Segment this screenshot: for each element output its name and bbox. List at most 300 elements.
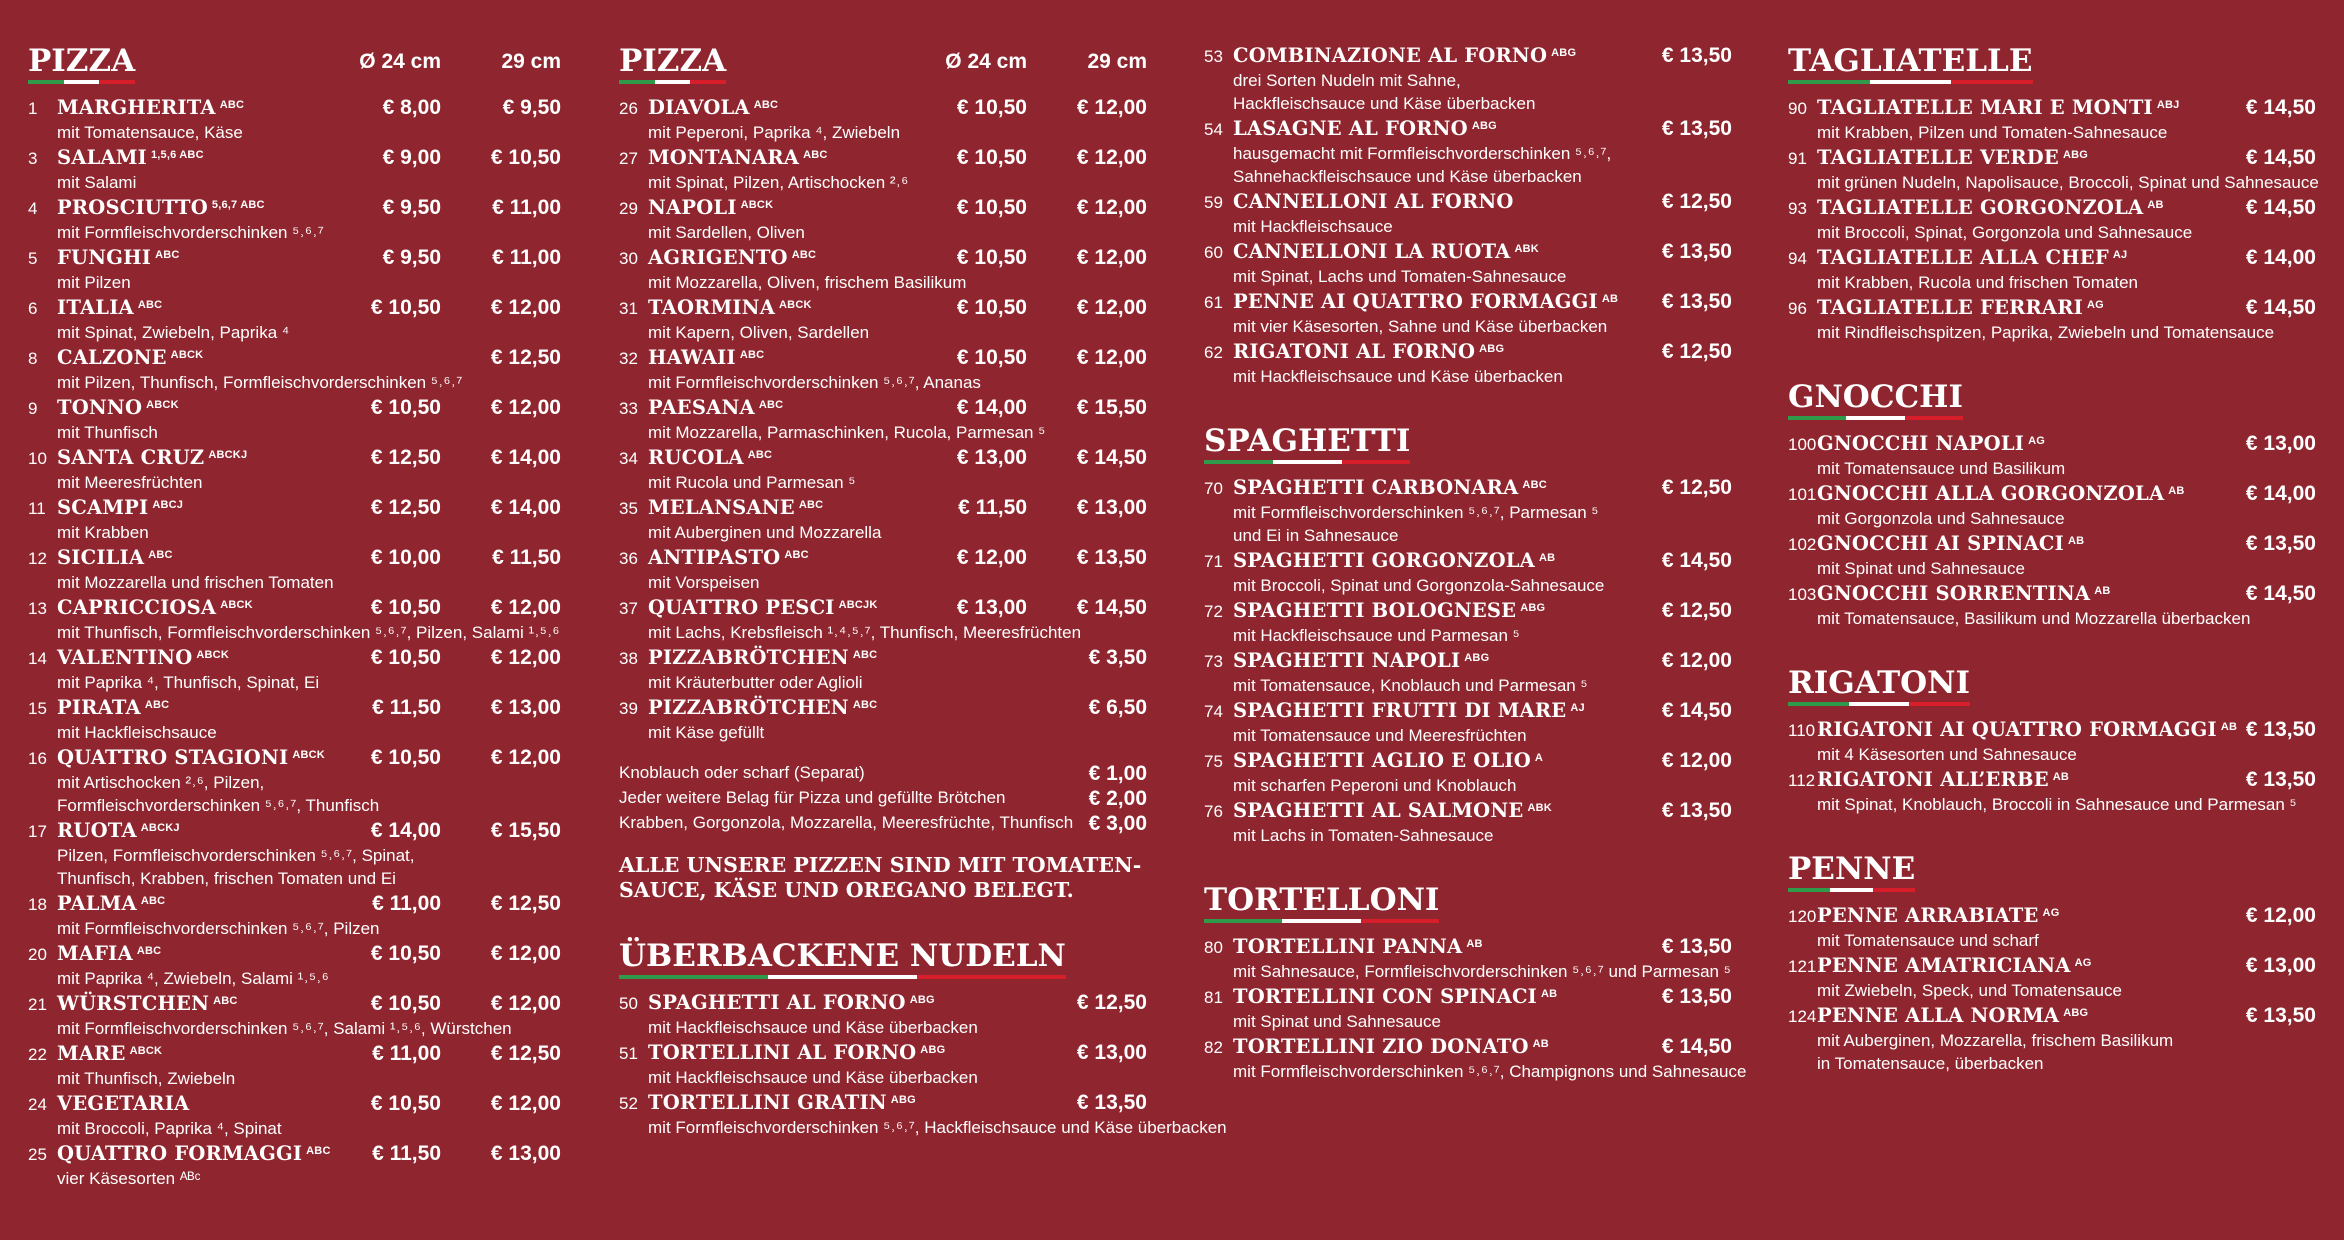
item-description bbox=[1233, 142, 1732, 188]
item-name-text: TAGLIATELLE ALLA CHEF bbox=[1817, 246, 2109, 269]
menu-item bbox=[28, 940, 561, 990]
price: € 13,00 bbox=[2245, 954, 2316, 977]
price: € 13,50 bbox=[1661, 240, 1732, 263]
menu-item-header bbox=[1204, 647, 1732, 674]
item-number: 14 bbox=[28, 649, 47, 668]
price-24cm: € 9,50 bbox=[382, 196, 441, 219]
menu-item-header bbox=[28, 394, 561, 421]
item-description bbox=[648, 371, 1147, 394]
description-line: mit Sahnesauce, Formfleischvorderschinken ⁵˒⁶˒⁷ und Parmesan ⁵ bbox=[1233, 962, 1731, 981]
item-name bbox=[648, 1039, 945, 1066]
item-name-text: QUATTRO FORMAGGI bbox=[57, 1142, 303, 1165]
item-name bbox=[57, 494, 183, 521]
description-line: mit Mozzarella und frischen Tomaten bbox=[57, 573, 334, 592]
price-24cm: € 12,50 bbox=[370, 446, 441, 469]
price-29cm: € 13,00 bbox=[1076, 496, 1147, 519]
price-24cm: € 9,00 bbox=[382, 146, 441, 169]
menu-item bbox=[28, 144, 561, 194]
price-24cm: € 11,00 bbox=[372, 892, 441, 915]
menu-item bbox=[619, 244, 1147, 294]
item-number: 11 bbox=[28, 499, 46, 518]
item-name-text: SICILIA bbox=[57, 546, 145, 569]
menu-column-pizza-1 bbox=[28, 42, 561, 1190]
price: € 14,00 bbox=[2245, 482, 2316, 505]
item-name-text: RUOTA bbox=[57, 819, 137, 842]
menu-item-header bbox=[28, 890, 561, 917]
menu-item bbox=[619, 989, 1147, 1039]
menu-item-header bbox=[1788, 530, 2316, 557]
item-name-text: QUATTRO PESCI bbox=[648, 596, 835, 619]
item-number: 30 bbox=[619, 249, 638, 268]
price: € 13,50 bbox=[2245, 718, 2316, 741]
item-description bbox=[1817, 1029, 2316, 1075]
price: € 12,50 bbox=[1661, 599, 1732, 622]
item-name-text: PIZZABRÖTCHEN bbox=[648, 696, 849, 719]
item-name-text: MARE bbox=[57, 1042, 126, 1065]
size-header-24cm: Ø 24 cm bbox=[359, 50, 441, 73]
allergen-codes: ABC bbox=[803, 149, 828, 161]
extra-label: Jeder weitere Belag für Pizza und gefüllte Brötchen bbox=[619, 788, 1006, 807]
menu-item-header bbox=[28, 940, 561, 967]
item-name-text: VALENTINO bbox=[57, 646, 193, 669]
item-name bbox=[648, 694, 877, 721]
menu-item bbox=[28, 294, 561, 344]
item-name bbox=[1817, 194, 2164, 221]
item-description bbox=[57, 321, 561, 344]
allergen-codes: ABJ bbox=[2156, 99, 2180, 111]
menu-item-header bbox=[1204, 188, 1732, 215]
item-number: 17 bbox=[28, 822, 47, 841]
price-29cm: € 6,50 bbox=[1088, 696, 1147, 719]
item-number: 90 bbox=[1788, 99, 1807, 118]
item-number: 60 bbox=[1204, 243, 1223, 262]
menu-item-header bbox=[1204, 115, 1732, 142]
item-description bbox=[648, 521, 1147, 544]
item-name bbox=[1233, 547, 1555, 574]
item-name-text: GNOCCHI ALLA GORGONZOLA bbox=[1817, 482, 2165, 505]
allergen-codes: AB bbox=[2052, 771, 2070, 783]
menu-item-header bbox=[28, 817, 561, 844]
allergen-codes: ABCK bbox=[292, 749, 325, 761]
menu-column-pasta bbox=[1204, 42, 1747, 1083]
menu-column-pasta-2 bbox=[1788, 42, 2319, 1075]
price-29cm: € 15,50 bbox=[490, 819, 561, 842]
description-line: mit Rindfleischspitzen, Paprika, Zwiebeln und Tomatensauce bbox=[1817, 323, 2275, 342]
description-line: in Tomatensauce, überbacken bbox=[1817, 1054, 2044, 1073]
menu-item-header bbox=[28, 444, 561, 471]
allergen-codes: AB bbox=[1532, 1038, 1549, 1050]
description-line: mit Hackfleischsauce und Käse überbacken bbox=[648, 1068, 978, 1087]
menu-item-header bbox=[619, 394, 1147, 421]
item-name-text: GNOCCHI SORRENTINA bbox=[1817, 582, 2091, 605]
item-description bbox=[1233, 69, 1732, 115]
item-description bbox=[648, 171, 1147, 194]
description-line: mit Tomatensauce und scharf bbox=[1817, 931, 2039, 950]
menu-item bbox=[28, 694, 561, 744]
item-name bbox=[1233, 42, 1576, 69]
item-name bbox=[1233, 115, 1497, 142]
description-line: mit Spinat, Knoblauch, Broccoli in Sahnesauce und Parmesan ⁵ bbox=[1817, 795, 2297, 814]
menu-item-header bbox=[28, 244, 561, 271]
allergen-codes: AJ bbox=[2112, 249, 2128, 261]
price-29cm: € 12,50 bbox=[490, 1042, 561, 1065]
item-number: 80 bbox=[1204, 938, 1223, 957]
description-line: mit Tomatensauce und Basilikum bbox=[1817, 459, 2066, 478]
price-29cm: € 11,50 bbox=[492, 546, 561, 569]
price-29cm: € 14,00 bbox=[490, 496, 561, 519]
item-name bbox=[648, 394, 783, 421]
item-name-text: PENNE ARRABIATE bbox=[1817, 904, 2039, 927]
menu-item-header bbox=[619, 694, 1147, 721]
price-24cm: € 10,50 bbox=[370, 296, 441, 319]
menu-item bbox=[28, 1040, 561, 1090]
item-number: 61 bbox=[1204, 293, 1223, 312]
menu-item bbox=[1204, 647, 1732, 697]
item-name bbox=[57, 94, 244, 121]
menu-item bbox=[1788, 766, 2316, 816]
item-description bbox=[648, 1116, 1227, 1139]
item-name bbox=[57, 394, 179, 421]
item-name-text: SPAGHETTI GORGONZOLA bbox=[1233, 549, 1536, 572]
price-24cm: € 10,50 bbox=[956, 296, 1027, 319]
price-29cm: € 15,50 bbox=[1076, 396, 1147, 419]
item-name bbox=[1233, 238, 1539, 265]
menu-item-header bbox=[619, 1039, 1147, 1066]
menu-item bbox=[1788, 902, 2316, 952]
price: € 12,50 bbox=[1076, 991, 1147, 1014]
menu-item-header bbox=[1788, 580, 2316, 607]
item-name-text: SPAGHETTI AGLIO E OLIO bbox=[1233, 749, 1531, 772]
item-description bbox=[1817, 979, 2316, 1002]
item-description bbox=[1233, 960, 1732, 983]
allergen-codes: ABK bbox=[1514, 243, 1539, 255]
description-line: mit Spinat, Lachs und Tomaten-Sahnesauce bbox=[1233, 267, 1567, 286]
item-name bbox=[648, 344, 764, 371]
item-name-text: SCAMPI bbox=[57, 496, 149, 519]
price: € 14,00 bbox=[2245, 246, 2316, 269]
item-description bbox=[648, 571, 1147, 594]
item-name-text: TONNO bbox=[57, 396, 143, 419]
menu-item-header bbox=[619, 644, 1147, 671]
item-name bbox=[648, 594, 878, 621]
description-line: mit Artischocken ²˒⁶, Pilzen, bbox=[57, 773, 265, 792]
item-number: 15 bbox=[28, 699, 47, 718]
price-29cm: € 11,00 bbox=[492, 196, 561, 219]
item-description bbox=[648, 621, 1147, 644]
price-24cm: € 10,50 bbox=[370, 396, 441, 419]
description-line: Hackfleischsauce und Käse überbacken bbox=[1233, 94, 1536, 113]
item-description bbox=[1817, 171, 2319, 194]
item-name-text: COMBINAZIONE AL FORNO bbox=[1233, 44, 1548, 67]
menu-item-header bbox=[1788, 766, 2316, 793]
item-name-text: PROSCIUTTO bbox=[57, 196, 208, 219]
description-line: mit Broccoli, Spinat und Gorgonzola-Sahnesauce bbox=[1233, 576, 1605, 595]
item-name bbox=[648, 144, 828, 171]
menu-item-header bbox=[619, 194, 1147, 221]
menu-item bbox=[28, 94, 561, 144]
item-name-text: RUCOLA bbox=[648, 446, 744, 469]
item-number: 32 bbox=[619, 349, 638, 368]
price-29cm: € 14,50 bbox=[1076, 446, 1147, 469]
menu-list bbox=[1204, 933, 1747, 1083]
item-number: 21 bbox=[28, 995, 47, 1014]
item-name bbox=[1817, 1002, 2088, 1029]
description-line: mit Broccoli, Paprika ⁴, Spinat bbox=[57, 1119, 282, 1138]
item-description bbox=[1233, 365, 1732, 388]
allergen-codes: ABC bbox=[791, 249, 817, 261]
section-title: PIZZA bbox=[619, 42, 726, 80]
menu-item-header bbox=[28, 990, 561, 1017]
item-number: 34 bbox=[619, 449, 638, 468]
item-description bbox=[1233, 724, 1732, 747]
price: € 13,50 bbox=[1661, 935, 1732, 958]
description-line: drei Sorten Nudeln mit Sahne, bbox=[1233, 71, 1461, 90]
item-description bbox=[1233, 215, 1732, 238]
item-name bbox=[1233, 338, 1504, 365]
description-line: Sahnehackfleischsauce und Käse überbacken bbox=[1233, 167, 1582, 186]
item-name bbox=[648, 194, 773, 221]
item-name bbox=[57, 694, 169, 721]
allergen-codes: AB bbox=[1601, 293, 1619, 305]
item-name bbox=[1817, 480, 2185, 507]
item-name-text: SPAGHETTI AL FORNO bbox=[648, 991, 906, 1014]
allergen-codes: ABC bbox=[213, 995, 238, 1007]
description-line: mit Pilzen bbox=[57, 273, 131, 292]
price-24cm: € 11,50 bbox=[372, 696, 441, 719]
item-name bbox=[57, 144, 204, 171]
item-name bbox=[57, 1090, 189, 1117]
menu-item bbox=[1204, 597, 1732, 647]
item-name-text: TAORMINA bbox=[648, 296, 776, 319]
item-number: 25 bbox=[28, 1145, 47, 1164]
menu-item bbox=[1788, 430, 2316, 480]
extra-price: € 2,00 bbox=[1088, 787, 1147, 810]
extra-row bbox=[619, 812, 1147, 837]
price-29cm: € 12,00 bbox=[490, 1092, 561, 1115]
item-number: 10 bbox=[28, 449, 47, 468]
description-line: Thunfisch, Krabben, frischen Tomaten und Ei bbox=[57, 869, 396, 888]
item-number: 91 bbox=[1788, 149, 1807, 168]
item-name-text: CANNELLONI LA RUOTA bbox=[1233, 240, 1511, 263]
menu-list bbox=[28, 94, 561, 1190]
menu-item bbox=[1204, 474, 1732, 547]
menu-item-header bbox=[619, 444, 1147, 471]
description-line: und Ei in Sahnesauce bbox=[1233, 526, 1399, 545]
item-name-text: SPAGHETTI NAPOLI bbox=[1233, 649, 1461, 672]
menu-item-header bbox=[28, 194, 561, 221]
item-number: 101 bbox=[1788, 485, 1817, 504]
menu-item bbox=[28, 444, 561, 494]
description-line: mit Formfleischvorderschinken ⁵˒⁶˒⁷, Champignons und Sahnesauce bbox=[1233, 1062, 1747, 1081]
item-name bbox=[1817, 716, 2237, 743]
item-description bbox=[57, 271, 561, 294]
allergen-codes: AB bbox=[1541, 988, 1558, 1000]
price-24cm: € 10,50 bbox=[370, 992, 441, 1015]
menu-item bbox=[28, 594, 561, 644]
item-number: 94 bbox=[1788, 249, 1807, 268]
description-line: mit Krabben bbox=[57, 523, 149, 542]
item-name-text: GNOCCHI AI SPINACI bbox=[1817, 532, 2064, 555]
item-number: 112 bbox=[1788, 771, 1816, 790]
menu-item bbox=[28, 744, 561, 817]
item-number: 82 bbox=[1204, 1038, 1223, 1057]
item-number: 62 bbox=[1204, 343, 1223, 362]
allergen-codes: ABC bbox=[136, 945, 162, 957]
menu-list bbox=[1788, 902, 2316, 1075]
item-name bbox=[1817, 902, 2059, 929]
description-line: mit Tomatensauce, Käse bbox=[57, 123, 243, 142]
item-description bbox=[57, 421, 561, 444]
italian-flag-underline bbox=[1788, 80, 2032, 84]
item-name-text: TORTELLINI GRATIN bbox=[648, 1091, 887, 1114]
item-name-text: PAESANA bbox=[648, 396, 755, 419]
italian-flag-underline bbox=[28, 80, 135, 84]
description-line: mit Formfleischvorderschinken ⁵˒⁶˒⁷ bbox=[57, 223, 324, 242]
item-number: 29 bbox=[619, 199, 638, 218]
item-number: 54 bbox=[1204, 120, 1223, 139]
menu-item bbox=[1204, 697, 1732, 747]
menu-item bbox=[619, 1039, 1147, 1089]
menu-item bbox=[1788, 952, 2316, 1002]
item-number: 4 bbox=[28, 199, 38, 218]
item-description bbox=[1233, 574, 1732, 597]
menu-item bbox=[1788, 530, 2316, 580]
item-name bbox=[1233, 983, 1557, 1010]
item-number: 73 bbox=[1204, 652, 1223, 671]
item-name-text: WÜRSTCHEN bbox=[57, 992, 210, 1015]
description-line: mit Peperoni, Paprika ⁴, Zwiebeln bbox=[648, 123, 901, 142]
allergen-codes: ABC bbox=[852, 699, 878, 711]
menu-item-header bbox=[1204, 547, 1732, 574]
price: € 13,00 bbox=[2245, 432, 2316, 455]
item-name bbox=[648, 94, 778, 121]
price-29cm: € 12,00 bbox=[1076, 96, 1147, 119]
menu-item-header bbox=[619, 1089, 1147, 1116]
menu-item-header bbox=[1204, 238, 1732, 265]
item-name-text: MARGHERITA bbox=[57, 96, 216, 119]
menu-item bbox=[28, 1090, 561, 1140]
item-number: 20 bbox=[28, 945, 47, 964]
description-line: mit Auberginen und Mozzarella bbox=[648, 523, 882, 542]
item-number: 96 bbox=[1788, 299, 1807, 318]
italian-flag-underline bbox=[619, 975, 1066, 979]
item-description bbox=[648, 271, 1147, 294]
item-number: 8 bbox=[28, 349, 38, 368]
section-title: RIGATONI bbox=[1788, 664, 1970, 702]
menu-item bbox=[619, 194, 1147, 244]
item-name bbox=[1233, 797, 1552, 824]
menu-item bbox=[1204, 933, 1732, 983]
menu-item-header bbox=[1788, 902, 2316, 929]
price: € 14,50 bbox=[1661, 1035, 1732, 1058]
item-description bbox=[57, 621, 561, 644]
item-description bbox=[1233, 501, 1732, 547]
menu-item-header bbox=[619, 494, 1147, 521]
item-number: 18 bbox=[28, 895, 47, 914]
italian-flag-underline bbox=[1788, 888, 1915, 892]
item-name bbox=[1817, 430, 2045, 457]
size-header-29cm: 29 cm bbox=[501, 50, 561, 73]
allergen-codes: ABC bbox=[155, 249, 180, 261]
item-name-text: RIGATONI ALL’ERBE bbox=[1817, 768, 2049, 791]
item-description bbox=[1817, 607, 2316, 630]
price: € 12,00 bbox=[1661, 649, 1732, 672]
price: € 14,50 bbox=[2245, 196, 2316, 219]
item-name-text: TORTELLINI CON SPINACI bbox=[1233, 985, 1537, 1008]
item-number: 3 bbox=[28, 149, 38, 168]
item-description bbox=[648, 721, 1147, 744]
item-description bbox=[57, 771, 561, 817]
price-24cm: € 10,50 bbox=[956, 96, 1027, 119]
item-description bbox=[1817, 557, 2316, 580]
italian-flag-underline bbox=[1204, 460, 1410, 464]
item-name bbox=[57, 890, 165, 917]
item-name-text: TAGLIATELLE GORGONZOLA bbox=[1817, 196, 2144, 219]
allergen-codes: ABC bbox=[148, 549, 173, 561]
price-24cm: € 14,00 bbox=[370, 819, 441, 842]
item-name-text: MELANSANE bbox=[648, 496, 795, 519]
price-29cm: € 12,00 bbox=[490, 942, 561, 965]
item-name-text: TORTELLINI PANNA bbox=[1233, 935, 1463, 958]
item-name bbox=[57, 544, 173, 571]
item-description bbox=[57, 221, 561, 244]
menu-item bbox=[619, 494, 1147, 544]
item-name-text: DIAVOLA bbox=[648, 96, 750, 119]
menu-item-header bbox=[28, 544, 561, 571]
price: € 12,50 bbox=[1661, 476, 1732, 499]
menu-item bbox=[28, 194, 561, 244]
item-name bbox=[648, 644, 877, 671]
menu-item-header bbox=[1204, 933, 1732, 960]
item-name bbox=[57, 744, 325, 771]
price: € 13,50 bbox=[1661, 799, 1732, 822]
allergen-codes: ABCJ bbox=[152, 499, 184, 511]
item-name-text: LASAGNE AL FORNO bbox=[1233, 117, 1468, 140]
description-line: mit Mozzarella, Parmaschinken, Rucola, Parmesan ⁵ bbox=[648, 423, 1046, 442]
item-name bbox=[1817, 244, 2127, 271]
description-line: mit Thunfisch bbox=[57, 423, 158, 442]
menu-item-header bbox=[1788, 144, 2316, 171]
menu-item bbox=[1204, 983, 1732, 1033]
allergen-codes: 5,6,7 ABC bbox=[211, 199, 265, 211]
price-29cm: € 12,00 bbox=[490, 992, 561, 1015]
menu-item bbox=[1788, 244, 2316, 294]
description-line: mit Hackfleischsauce und Käse überbacken bbox=[648, 1018, 978, 1037]
item-name-text: SANTA CRUZ bbox=[57, 446, 205, 469]
item-name-text: ITALIA bbox=[57, 296, 134, 319]
extra-row bbox=[619, 762, 1147, 787]
price-24cm: € 11,00 bbox=[372, 1042, 441, 1065]
item-number: 38 bbox=[619, 649, 638, 668]
menu-item bbox=[28, 1140, 561, 1190]
section-title: TORTELLONI bbox=[1204, 881, 1439, 919]
price: € 14,50 bbox=[2245, 296, 2316, 319]
menu-list bbox=[1788, 94, 2319, 344]
item-name-text: TAGLIATELLE MARI E MONTI bbox=[1817, 96, 2153, 119]
price: € 12,00 bbox=[1661, 749, 1732, 772]
item-name-text: PENNE ALLA NORMA bbox=[1817, 1004, 2060, 1027]
description-line: mit Käse gefüllt bbox=[648, 723, 765, 742]
menu-item bbox=[619, 1089, 1227, 1139]
price: € 13,00 bbox=[1076, 1041, 1147, 1064]
description-line: hausgemacht mit Formfleischvorderschinken ⁵˒⁶˒⁷, bbox=[1233, 144, 1612, 163]
item-number: 27 bbox=[619, 149, 638, 168]
description-line: mit Rucola und Parmesan ⁵ bbox=[648, 473, 856, 492]
section-title: SPAGHETTI bbox=[1204, 422, 1410, 460]
description-line: mit Spinat und Sahnesauce bbox=[1233, 1012, 1441, 1031]
item-name bbox=[648, 494, 823, 521]
item-name-text: CALZONE bbox=[57, 346, 167, 369]
